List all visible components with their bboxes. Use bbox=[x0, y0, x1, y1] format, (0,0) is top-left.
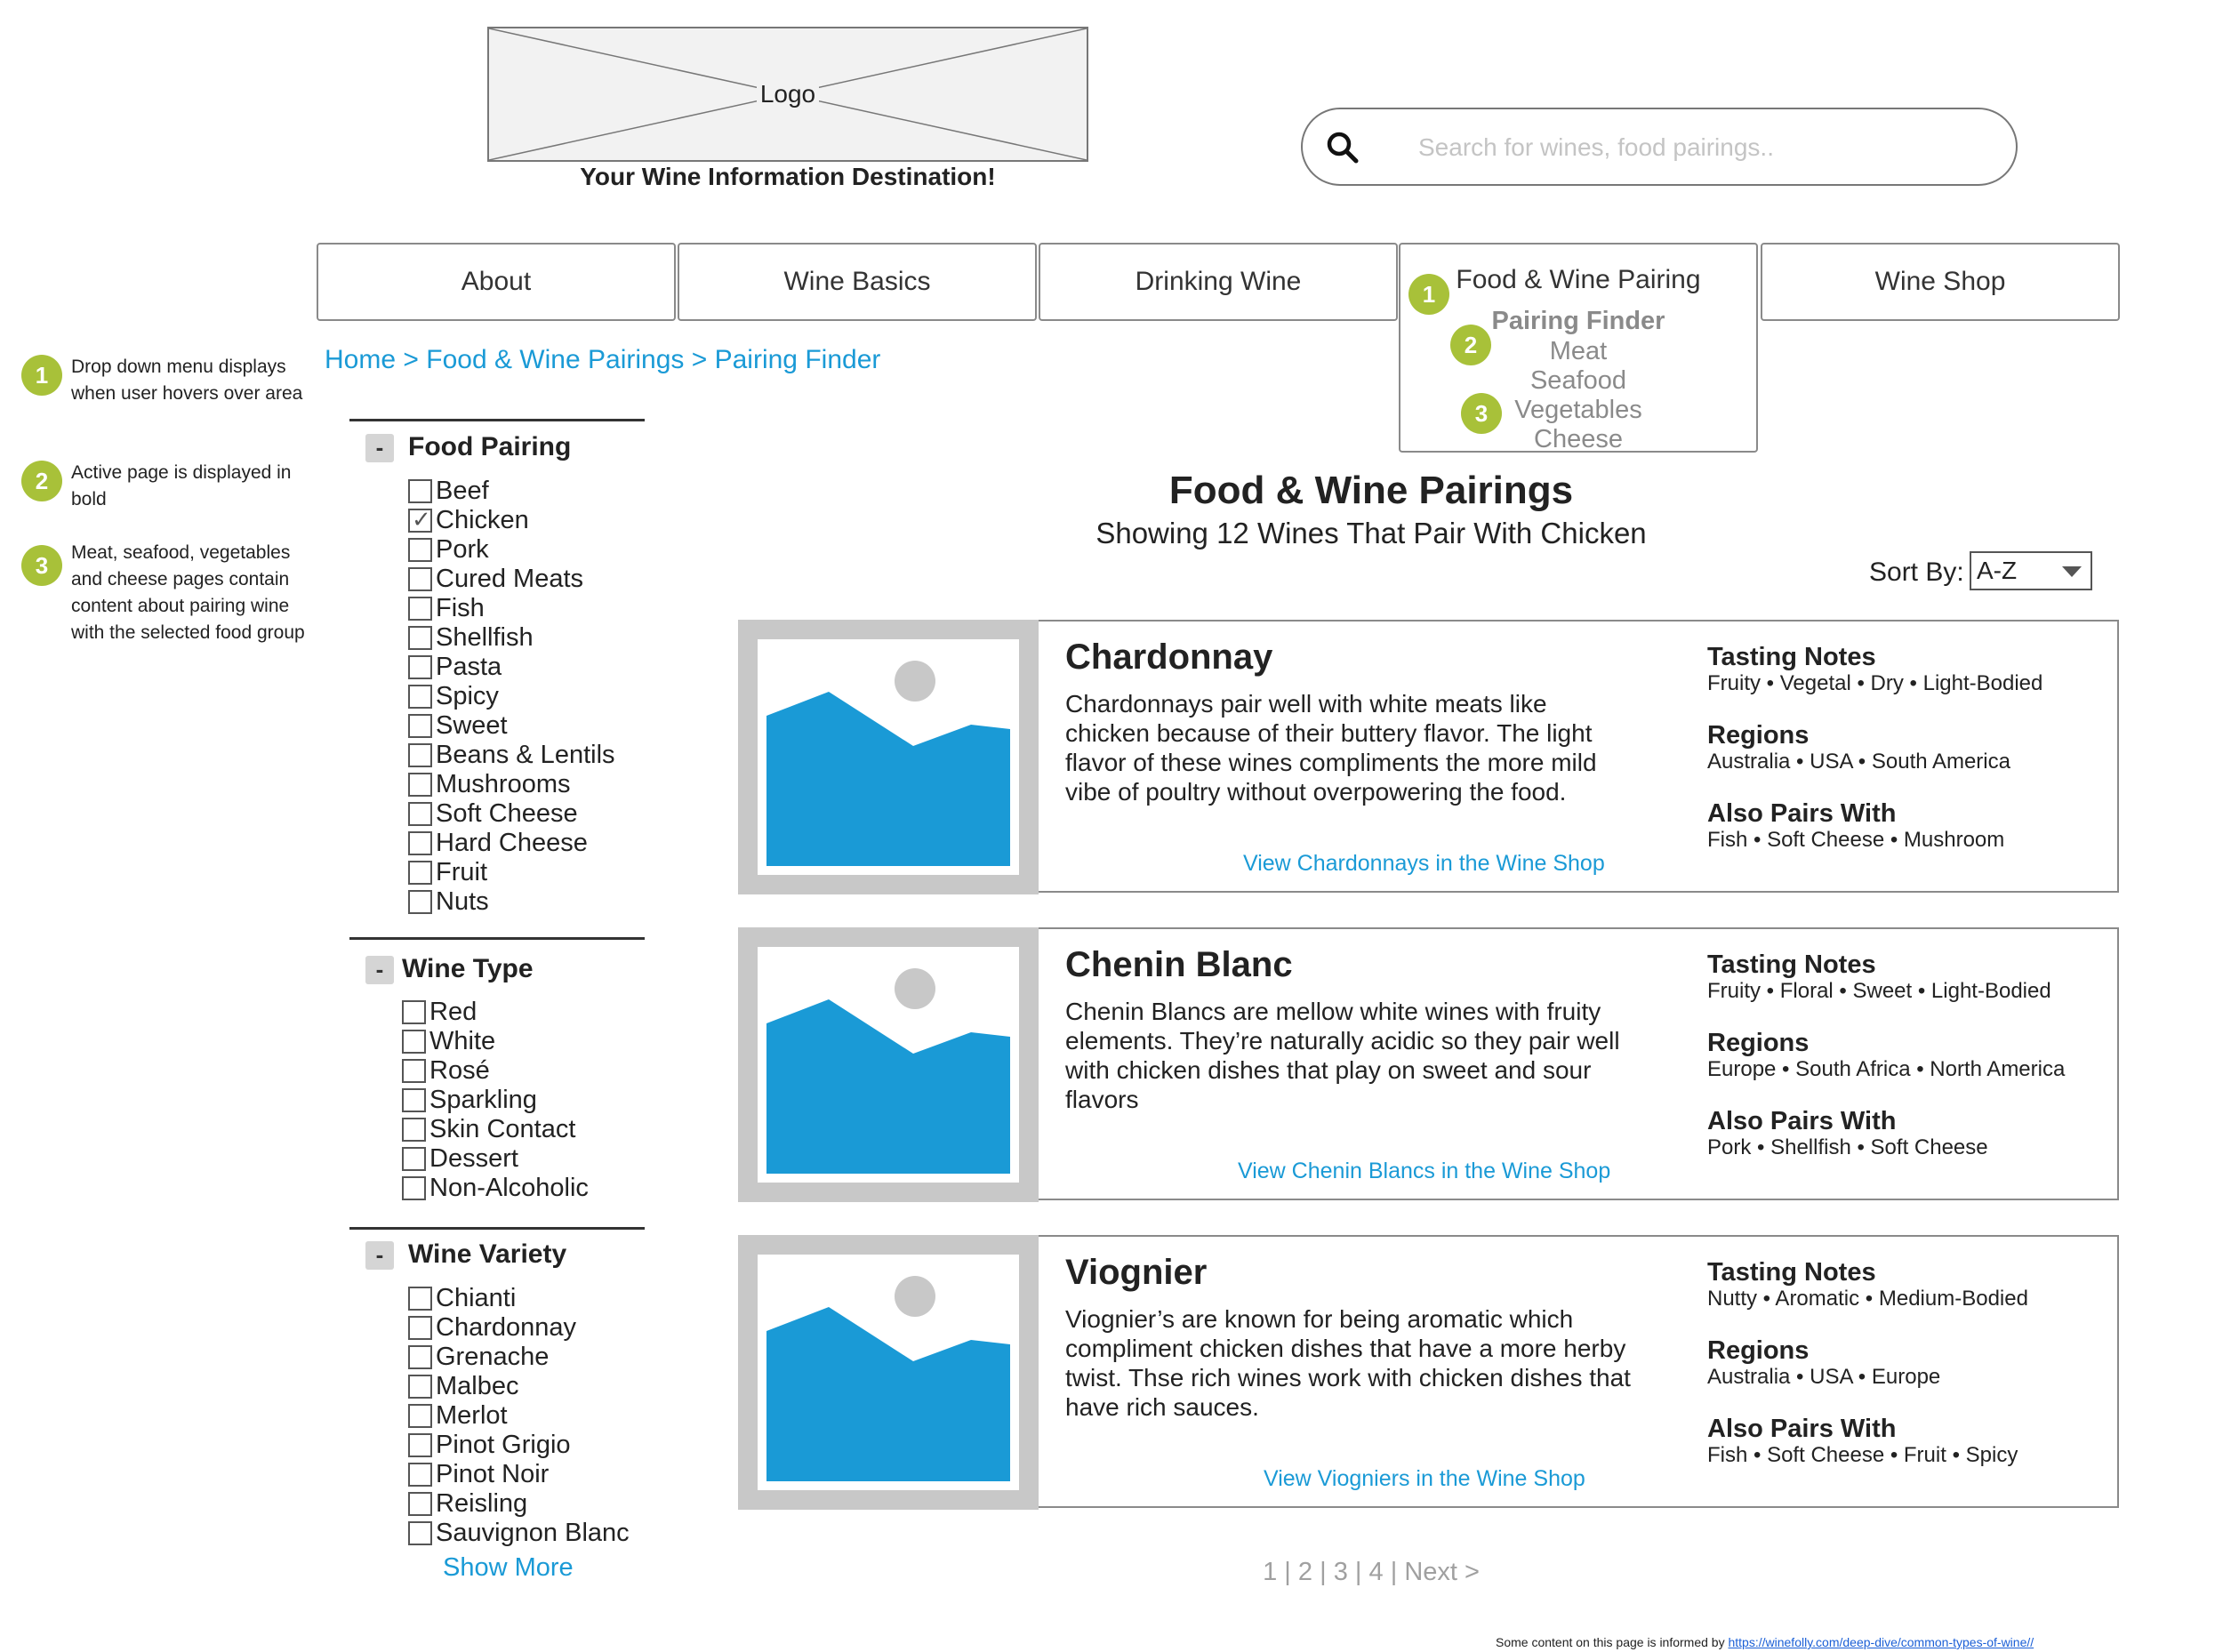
page-link-4[interactable]: 4 bbox=[1368, 1558, 1384, 1586]
sort-dropdown[interactable] bbox=[1970, 551, 2092, 590]
filter-option-hard-cheese[interactable]: Hard Cheese bbox=[408, 829, 615, 858]
tasting-notes-value: Fruity • Floral • Sweet • Light-Bodied bbox=[1707, 979, 2051, 1003]
pagination bbox=[738, 1558, 2004, 1587]
filter-option-sparkling[interactable]: Sparkling bbox=[402, 1086, 589, 1115]
breadcrumb bbox=[325, 345, 880, 375]
filter-option-beans-lentils[interactable]: Beans & Lentils bbox=[408, 741, 615, 770]
wine-name: Viognier bbox=[1065, 1253, 1208, 1292]
wine-type-options bbox=[402, 998, 589, 1203]
food-pairing-options bbox=[408, 477, 615, 917]
regions-value: Australia • USA • South America bbox=[1707, 750, 2010, 774]
regions-value: Europe • South Africa • North America bbox=[1707, 1057, 2066, 1081]
filter-option-shellfish[interactable]: Shellfish bbox=[408, 623, 615, 653]
wine-description: Chenin Blancs are mellow white wines with fruity elements. They’re naturally acidic so they pair well with chicken dishes that play on sweet and sour flavors bbox=[1065, 998, 1620, 1113]
sort-value: A-Z bbox=[1977, 557, 2018, 584]
image-icon bbox=[758, 1255, 1019, 1490]
filter-option-soft-cheese[interactable]: Soft Cheese bbox=[408, 799, 615, 829]
checkbox[interactable] bbox=[402, 1176, 426, 1200]
also-pairs-heading: Also Pairs With bbox=[1707, 799, 1897, 828]
filter-option-red[interactable]: Red bbox=[402, 998, 589, 1027]
filter-option-chicken[interactable]: ✓ Chicken bbox=[408, 506, 615, 535]
tab-wine-shop[interactable]: Wine Shop bbox=[1761, 243, 2120, 321]
annotation-badge-2: 2 bbox=[21, 461, 62, 501]
wine-shop-link[interactable]: View Chardonnays in the Wine Shop bbox=[1243, 851, 1605, 876]
filter-option-skin-contact[interactable]: Skin Contact bbox=[402, 1115, 589, 1144]
image-icon bbox=[758, 947, 1019, 1183]
filter-title-wine-variety: Wine Variety bbox=[408, 1239, 567, 1269]
checkbox[interactable] bbox=[402, 1118, 426, 1142]
annotation-badge-3: 3 bbox=[21, 545, 62, 586]
page-separator: | bbox=[1320, 1558, 1327, 1586]
wine-shop-link[interactable]: View Viogniers in the Wine Shop bbox=[1264, 1466, 1585, 1491]
breadcrumb-home[interactable]: Home bbox=[325, 345, 397, 374]
checkbox[interactable] bbox=[408, 802, 432, 826]
filter-option-spicy[interactable]: Spicy bbox=[408, 682, 615, 711]
filter-option-white[interactable]: White bbox=[402, 1027, 589, 1056]
wine-name: Chenin Blanc bbox=[1065, 945, 1293, 984]
dropdown-item-meat[interactable]: Meat bbox=[1549, 337, 1608, 365]
filter-title-food-pairing: Food Pairing bbox=[408, 432, 572, 461]
breadcrumb-separator: > bbox=[691, 345, 708, 374]
also-pairs-value: Fish • Soft Cheese • Mushroom bbox=[1707, 828, 2005, 852]
filter-option-merlot[interactable]: Merlot bbox=[408, 1401, 630, 1431]
regions-heading: Regions bbox=[1707, 1336, 1810, 1365]
page-separator: | bbox=[1390, 1558, 1398, 1586]
wine-shop-link[interactable]: View Chenin Blancs in the Wine Shop bbox=[1238, 1159, 1611, 1183]
dropdown-item-vegetables[interactable]: Vegetables bbox=[1514, 396, 1642, 424]
annotation-badge-1: 1 bbox=[21, 355, 62, 396]
filter-option-mushrooms[interactable]: Mushrooms bbox=[408, 770, 615, 799]
wine-variety-options bbox=[408, 1284, 630, 1548]
annotation-note-1: Drop down menu displays when user hovers over area bbox=[71, 357, 303, 404]
annotation-badge-3: 3 bbox=[1461, 393, 1502, 434]
filter-option-reisling[interactable]: Reisling bbox=[408, 1489, 630, 1519]
filter-option-pasta[interactable]: Pasta bbox=[408, 653, 615, 682]
breadcrumb-food-wine-pairings[interactable]: Food & Wine Pairings bbox=[426, 345, 685, 374]
filter-option-rose[interactable]: Rosé bbox=[402, 1056, 589, 1086]
filter-divider bbox=[349, 419, 645, 421]
tagline: Your Wine Information Destination! bbox=[580, 163, 996, 190]
checkbox-checked[interactable] bbox=[408, 509, 432, 533]
checkbox[interactable] bbox=[408, 567, 432, 591]
filter-title-wine-type: Wine Type bbox=[402, 954, 534, 983]
checkbox[interactable] bbox=[402, 1030, 426, 1054]
breadcrumb-separator: > bbox=[403, 345, 419, 374]
checkbox[interactable] bbox=[408, 714, 432, 738]
annotation-badge-2: 2 bbox=[1450, 325, 1491, 365]
checkbox[interactable] bbox=[408, 626, 432, 650]
checkbox[interactable] bbox=[408, 743, 432, 767]
checkbox[interactable] bbox=[408, 1433, 432, 1457]
footer-source bbox=[1496, 1635, 2034, 1649]
tasting-notes-heading: Tasting Notes bbox=[1707, 643, 1876, 671]
filter-option-grenache[interactable]: Grenache bbox=[408, 1343, 630, 1372]
checkbox[interactable] bbox=[408, 861, 432, 885]
filter-option-cured-meats[interactable]: Cured Meats bbox=[408, 565, 615, 594]
also-pairs-value: Pork • Shellfish • Soft Cheese bbox=[1707, 1135, 1988, 1159]
regions-value: Australia • USA • Europe bbox=[1707, 1365, 1941, 1389]
dropdown-item-cheese[interactable]: Cheese bbox=[1534, 425, 1623, 453]
tab-about[interactable]: About bbox=[317, 243, 676, 321]
checkbox[interactable] bbox=[408, 890, 432, 914]
collapse-wine-variety-button[interactable]: - bbox=[365, 1241, 394, 1270]
footer-source-link[interactable]: https://winefolly.com/deep-dive/common-types-of-wine// bbox=[1728, 1635, 2034, 1649]
checkbox[interactable] bbox=[408, 655, 432, 679]
wine-details bbox=[1707, 643, 2107, 878]
filter-option-pinot-noir[interactable]: Pinot Noir bbox=[408, 1460, 630, 1489]
page-title: Food & Wine Pairings bbox=[1168, 469, 1574, 512]
collapse-wine-type-button[interactable]: - bbox=[365, 956, 394, 984]
checkbox[interactable] bbox=[408, 1463, 432, 1487]
filter-option-chianti[interactable]: Chianti bbox=[408, 1284, 630, 1313]
checkbox[interactable] bbox=[408, 1287, 432, 1311]
filter-option-fruit[interactable]: Fruit bbox=[408, 858, 615, 887]
logo-placeholder[interactable] bbox=[487, 27, 1088, 162]
tasting-notes-heading: Tasting Notes bbox=[1707, 950, 1876, 979]
collapse-food-pairing-button[interactable]: - bbox=[365, 434, 394, 462]
filter-option-fish[interactable]: Fish bbox=[408, 594, 615, 623]
wine-description: Chardonnays pair well with white meats like chicken because of their buttery flavor. The light flavor of these wines compliments the more mild vibe of poultry without overpowering the food. bbox=[1065, 690, 1597, 806]
next-page-link[interactable]: Next > bbox=[1404, 1558, 1480, 1586]
wine-name: Chardonnay bbox=[1065, 638, 1273, 677]
show-more-link[interactable]: Show More bbox=[443, 1553, 574, 1582]
dropdown-item-seafood[interactable]: Seafood bbox=[1529, 366, 1627, 395]
checkbox[interactable] bbox=[408, 538, 432, 562]
checkbox[interactable] bbox=[408, 1375, 432, 1399]
wine-card bbox=[738, 1235, 2119, 1508]
filter-option-pinot-grigio[interactable]: Pinot Grigio bbox=[408, 1431, 630, 1460]
dropdown-item-pairing-finder[interactable]: Pairing Finder bbox=[1491, 307, 1665, 335]
tab-wine-basics[interactable]: Wine Basics bbox=[678, 243, 1037, 321]
checkbox[interactable] bbox=[408, 1404, 432, 1428]
regions-heading: Regions bbox=[1707, 1029, 1810, 1057]
wine-image-placeholder bbox=[738, 927, 1039, 1202]
checkbox[interactable] bbox=[408, 831, 432, 855]
breadcrumb-pairing-finder[interactable]: Pairing Finder bbox=[714, 345, 881, 374]
filter-option-sweet[interactable]: Sweet bbox=[408, 711, 615, 741]
also-pairs-heading: Also Pairs With bbox=[1707, 1415, 1897, 1443]
wine-card bbox=[738, 927, 2119, 1200]
regions-heading: Regions bbox=[1707, 721, 1810, 750]
checkbox[interactable] bbox=[402, 1059, 426, 1083]
footer-text: Some content on this page is informed by bbox=[1496, 1635, 1725, 1649]
chevron-down-icon[interactable] bbox=[2062, 566, 2082, 577]
wine-image-placeholder bbox=[738, 1235, 1039, 1510]
checkbox[interactable] bbox=[408, 1492, 432, 1516]
filter-divider bbox=[349, 1227, 645, 1230]
filter-option-non-alcoholic[interactable]: Non-Alcoholic bbox=[402, 1174, 589, 1203]
page-separator: | bbox=[1284, 1558, 1291, 1586]
image-icon bbox=[758, 639, 1019, 875]
wine-details bbox=[1707, 950, 2107, 1185]
filter-option-sauvignon-blanc[interactable]: Sauvignon Blanc bbox=[408, 1519, 630, 1548]
filter-option-dessert[interactable]: Dessert bbox=[402, 1144, 589, 1174]
search-bar[interactable] bbox=[1301, 108, 2018, 186]
checkbox[interactable] bbox=[408, 1521, 432, 1545]
search-input[interactable] bbox=[1418, 127, 1952, 168]
checkbox[interactable] bbox=[408, 773, 432, 797]
wine-description: Viognier’s are known for being aromatic which compliment chicken dishes that have a more herby twist. Thse rich wines work with chicken dishes that have rich sauces. bbox=[1065, 1305, 1631, 1421]
tasting-notes-heading: Tasting Notes bbox=[1707, 1258, 1876, 1287]
wine-image-placeholder bbox=[738, 620, 1039, 894]
page-link-3[interactable]: 3 bbox=[1333, 1558, 1348, 1586]
page-subtitle: Showing 12 Wines That Pair With Chicken bbox=[1095, 517, 1647, 549]
filter-option-pork[interactable]: Pork bbox=[408, 535, 615, 565]
sort-label: Sort By: bbox=[1869, 557, 1964, 587]
page-separator: | bbox=[1354, 1558, 1362, 1586]
tab-drinking-wine[interactable]: Drinking Wine bbox=[1039, 243, 1398, 321]
checkbox[interactable] bbox=[408, 1316, 432, 1340]
also-pairs-value: Fish • Soft Cheese • Fruit • Spicy bbox=[1707, 1443, 2018, 1467]
also-pairs-heading: Also Pairs With bbox=[1707, 1107, 1897, 1135]
checkbox[interactable] bbox=[402, 1147, 426, 1171]
filter-option-malbec[interactable]: Malbec bbox=[408, 1372, 630, 1401]
search-icon[interactable] bbox=[1324, 129, 1363, 168]
checkbox[interactable] bbox=[408, 479, 432, 503]
checkbox[interactable] bbox=[402, 1088, 426, 1112]
page-link-1[interactable]: 1 bbox=[1263, 1558, 1278, 1586]
annotation-badge-1: 1 bbox=[1408, 274, 1449, 315]
tasting-notes-value: Fruity • Vegetal • Dry • Light-Bodied bbox=[1707, 671, 2043, 695]
checkbox[interactable] bbox=[408, 685, 432, 709]
logo-text: Logo bbox=[757, 80, 819, 108]
filter-option-beef[interactable]: Beef bbox=[408, 477, 615, 506]
filter-option-chardonnay[interactable]: Chardonnay bbox=[408, 1313, 630, 1343]
checkbox[interactable] bbox=[408, 1345, 432, 1369]
wine-details bbox=[1707, 1258, 2107, 1493]
wine-card bbox=[738, 620, 2119, 893]
checkbox[interactable] bbox=[408, 597, 432, 621]
page-link-2[interactable]: 2 bbox=[1297, 1558, 1313, 1586]
filter-divider bbox=[349, 937, 645, 940]
checkbox[interactable] bbox=[402, 1000, 426, 1024]
tab-food-wine-pairing[interactable]: Food & Wine Pairing bbox=[1456, 265, 1701, 294]
annotation-note-3: Meat, seafood, vegetables and cheese pages contain content about pairing wine with the selected food group bbox=[71, 542, 305, 643]
filter-option-nuts[interactable]: Nuts bbox=[408, 887, 615, 917]
tasting-notes-value: Nutty • Aromatic • Medium-Bodied bbox=[1707, 1287, 2028, 1311]
annotation-note-2: Active page is displayed in bold bbox=[71, 462, 292, 509]
